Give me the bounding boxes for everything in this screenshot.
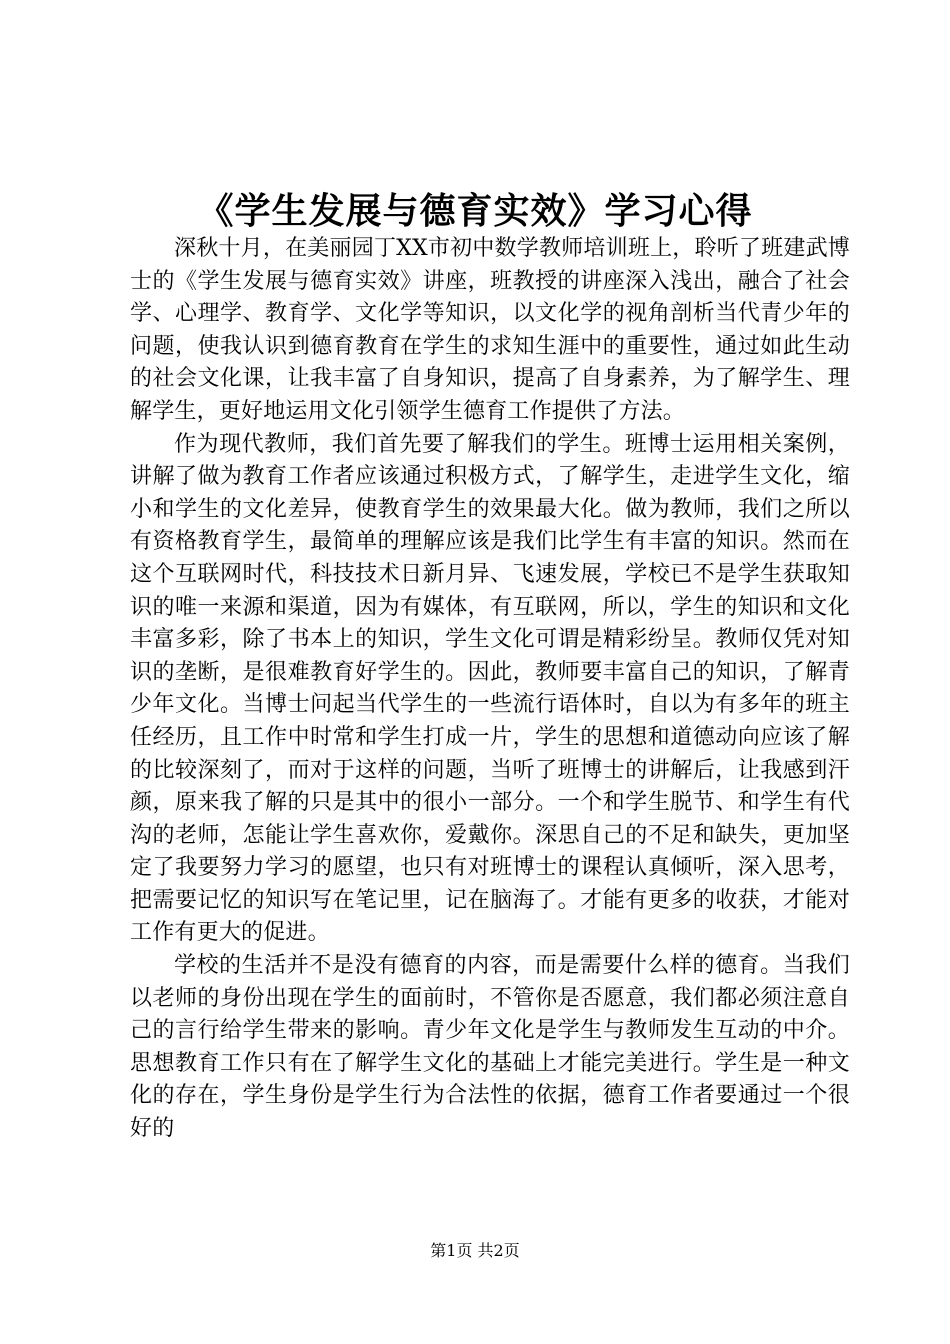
page-footer: 第1页 共2页 — [430, 1241, 520, 1260]
document-title: 《学生发展与德育实效》学习心得 — [197, 190, 753, 232]
document-body — [130, 233, 850, 1146]
paragraph-2: 作为现代教师，我们首先要了解我们的学生。班博士运用相关案例，讲解了做为教育工作者应该通过积极方式，了解学生，走进学生文化，缩小和学生的文化差异，使教育学生的效果最大化。做为教师，我们之所以有资格教育学生，最简单的理解应该是我们比学生有丰富的知识。然而在这个互联网时代，科技技术日新月异、飞速发展，学校已不是学生获取知识的唯一来源和渠道，因为有媒体，有互联网，所以，学生的知识和文化丰富多彩，除了书本上的知识，学生文化可谓是精彩纷呈。教师仅凭对知识的垄断，是很难教育好学生的。因此，教师要丰富自己的知识，了解青少年文化。当博士问起当代学生的一些流行语体时，自以为有多年的班主任经历，且工作中时常和学生打成一片，学生的思想和道德动向应该了解的比较深刻了，而对于这样的问题，当听了班博士的讲解后，让我感到汗颜，原来我了解的只是其中的很小一部分。一个和学生脱节、和学生有代沟的老师，怎能让学生喜欢你，爱戴你。深思自己的不足和缺失，更加坚定了我要努力学习的愿望，也只有对班博士的课程认真倾听，深入思考，把需要记忆的知识写在笔记里，记在脑海了。才能有更多的收获，才能对工作有更大的促进。 — [130, 431, 850, 946]
paragraph-3: 学校的生活并不是没有德育的内容，而是需要什么样的德育。当我们以老师的身份出现在学生的面前时，不管你是否愿意，我们都必须注意自己的言行给学生带来的影响。青少年文化是学生与教师发生互动的中介。思想教育工作只有在了解学生文化的基础上才能完美进行。学生是一种文化的存在，学生身份是学生行为合法性的依据，德育工作者要通过一个很好的 — [130, 953, 850, 1142]
paragraph-1: 深秋十月，在美丽园丁XX市初中数学教师培训班上，聆听了班建武博士的《学生发展与德育实效》讲座，班教授的讲座深入浅出，融合了社会学、心理学、教育学、文化学等知识，以文化学的视角剖析当代青少年的问题，使我认识到德育教育在学生的求知生涯中的重要性，通过如此生动的社会文化课，让我丰富了自身知识，提高了自身素养，为了解学生、理解学生，更好地运用文化引领学生德育工作提供了方法。 — [130, 236, 850, 424]
